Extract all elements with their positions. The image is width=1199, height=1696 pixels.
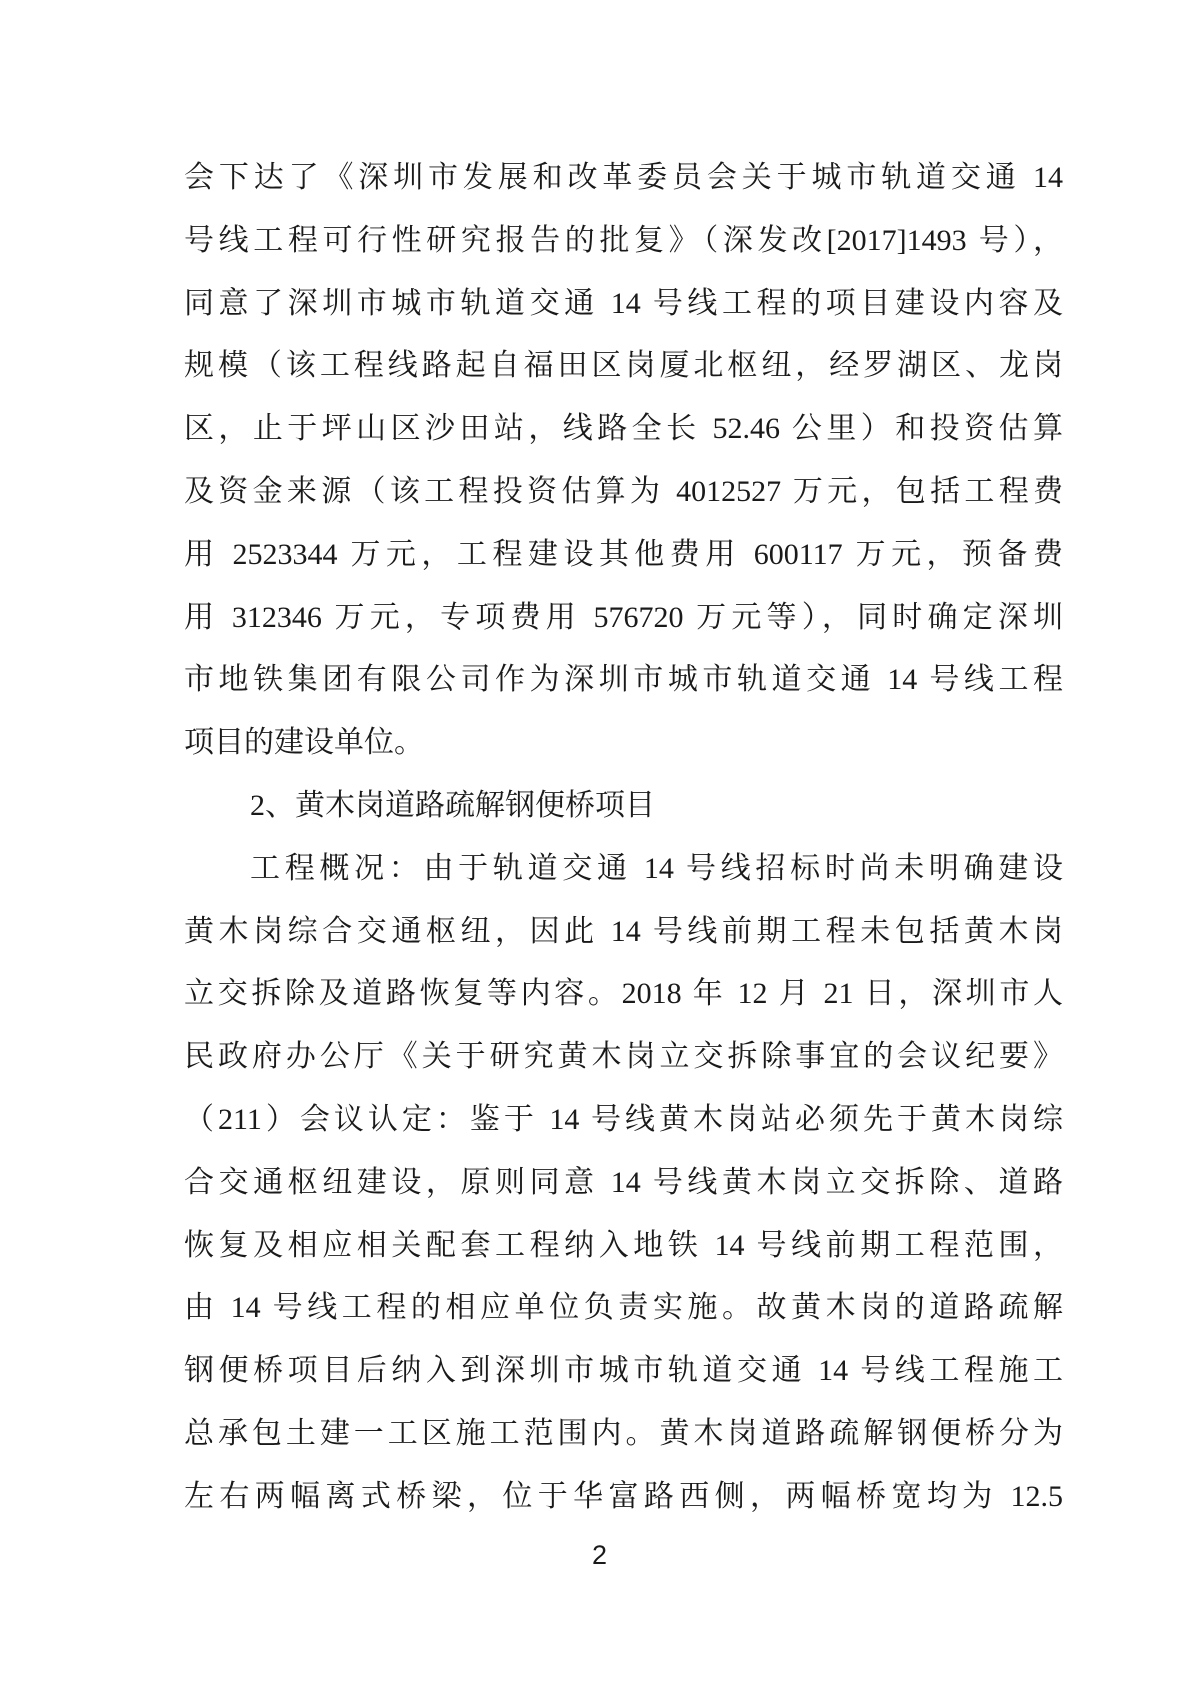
text-line: 市地铁集团有限公司作为深圳市城市轨道交通 14 号线工程	[184, 663, 1063, 697]
text-line: 由 14 号线工程的相应单位负责实施。故黄木岗的道路疏解	[184, 1291, 1063, 1325]
text-line: 民政府办公厅《关于研究黄木岗立交拆除事宜的会议纪要》	[184, 1040, 1063, 1074]
text-line: 合交通枢纽建设，原则同意 14 号线黄木岗立交拆除、道路	[184, 1165, 1063, 1199]
text-line: （211）会议认定：鉴于 14 号线黄木岗站必须先于黄木岗综	[184, 1102, 1063, 1136]
text-line: 立交拆除及道路恢复等内容。2018 年 12 月 21 日，深圳市人	[184, 977, 1063, 1011]
section-heading-line: 2、黄木岗道路疏解钢便桥项目	[250, 788, 655, 822]
text-line: 钢便桥项目后纳入到深圳市城市轨道交通 14 号线工程施工	[184, 1354, 1063, 1388]
text-line: 及资金来源（该工程投资估算为 4012527 万元，包括工程费	[184, 474, 1063, 508]
page-number: 2	[591, 1540, 608, 1570]
text-line: 用 2523344 万元，工程建设其他费用 600117 万元，预备费	[184, 537, 1063, 571]
text-line: 总承包土建一工区施工范围内。黄木岗道路疏解钢便桥分为	[184, 1416, 1063, 1450]
text-line: 左右两幅离式桥梁，位于华富路西侧，两幅桥宽均为 12.5	[184, 1479, 1063, 1513]
text-line: 号线工程可行性研究报告的批复》（深发改[2017]1493 号），	[184, 223, 1063, 257]
text-line: 用 312346 万元，专项费用 576720 万元等），同时确定深圳	[184, 600, 1063, 634]
text-line: 恢复及相应相关配套工程纳入地铁 14 号线前期工程范围，	[184, 1228, 1063, 1262]
text-line: 会下达了《深圳市发展和改革委员会关于城市轨道交通 14	[184, 161, 1063, 194]
text-line-paragraph-end: 项目的建设单位。	[184, 726, 424, 760]
document-body-text	[184, 147, 1063, 1529]
text-line: 黄木岗综合交通枢纽，因此 14 号线前期工程未包括黄木岗	[184, 914, 1063, 948]
text-line: 同意了深圳市城市轨道交通 14 号线工程的项目建设内容及	[184, 286, 1063, 320]
text-line: 区，止于坪山区沙田站，线路全长 52.46 公里）和投资估算	[184, 412, 1063, 446]
text-line: 规模（该工程线路起自福田区岗厦北枢纽，经罗湖区、龙岗	[184, 349, 1063, 383]
text-line-paragraph-start: 工程概况：由于轨道交通 14 号线招标时尚未明确建设	[250, 851, 1063, 885]
